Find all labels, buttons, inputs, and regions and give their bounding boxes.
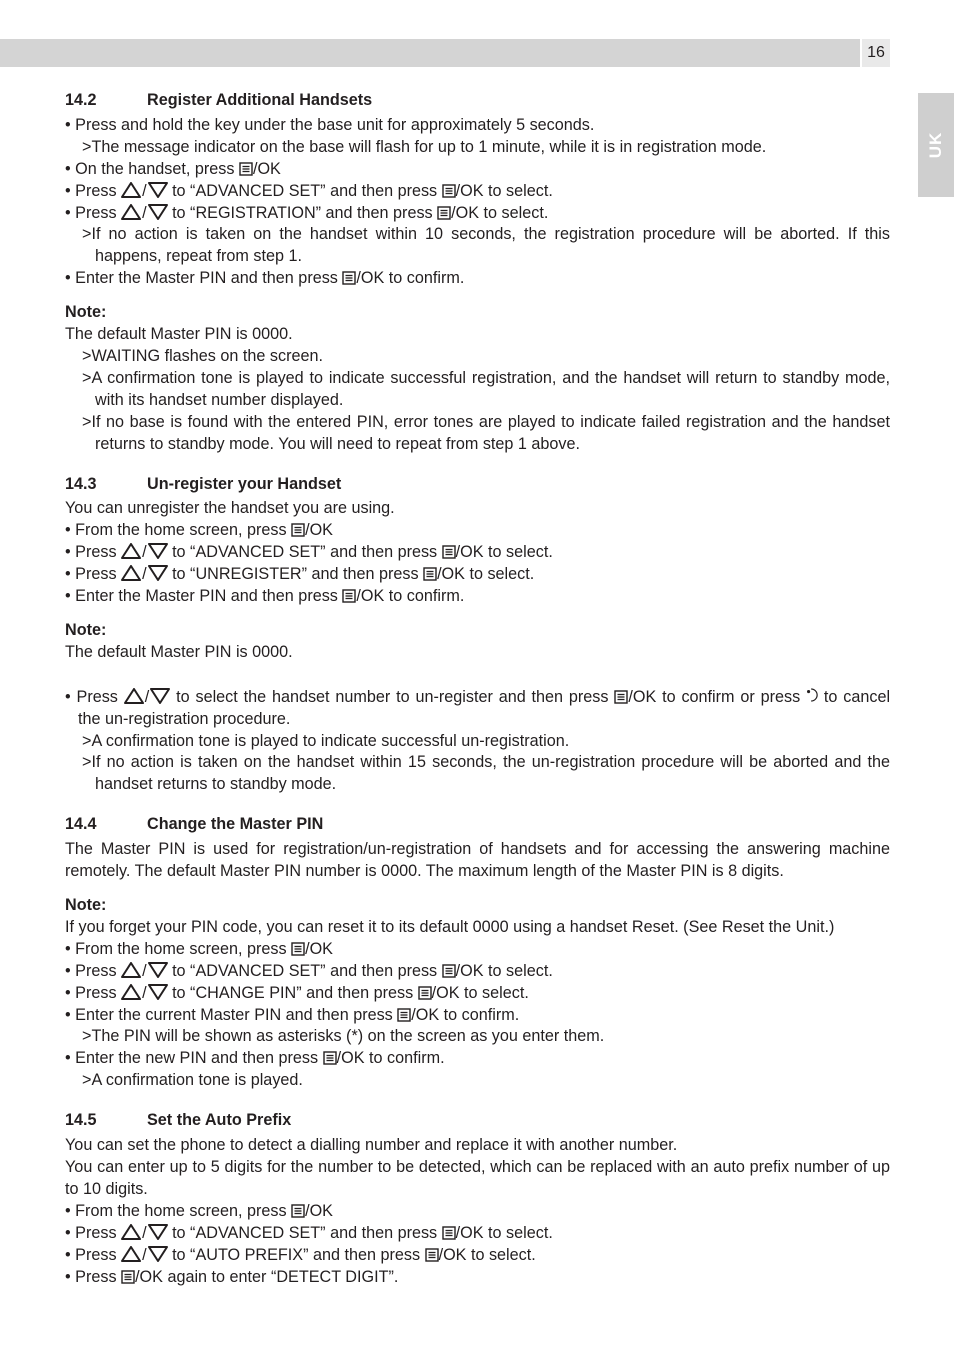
menu-icon — [423, 567, 437, 581]
up-arrow-icon — [121, 543, 141, 559]
note-heading: Note: — [65, 896, 107, 914]
ok-label: /OK — [628, 687, 657, 706]
result-text: >The PIN will be shown as asterisks (*) on the screen as you enter them. — [82, 1027, 605, 1046]
step-tail: to confirm. — [364, 1049, 445, 1068]
step-tail: to confirm. — [384, 587, 465, 606]
ok-label: /OK — [305, 521, 333, 540]
language-tab — [918, 93, 954, 197]
language-tab-label: UK — [926, 131, 945, 159]
step-item: • Press / to “AUTO PREFIX” and then press /OK to select. — [65, 1245, 536, 1264]
step-item — [65, 586, 890, 608]
up-arrow-icon — [121, 565, 141, 581]
section-14-2 — [65, 90, 890, 456]
result-text: >If no action is taken on the handset within 10 seconds, the registration procedure will be aborted. If this happens, repeat from step 1. — [82, 225, 890, 266]
ok-label: /OK — [305, 939, 333, 958]
slash-label: / — [142, 181, 147, 200]
intro-text: You can enter up to 5 digits for the number to be detected, which can be replaced with an auto prefix number of up to 10 digits. — [65, 1157, 890, 1198]
result-text: >WAITING flashes on the screen. — [82, 346, 323, 365]
section-number: 14.4 — [65, 815, 97, 834]
slash-label: / — [142, 203, 147, 222]
section-title: Set the Auto Prefix — [147, 1111, 292, 1130]
menu-icon — [291, 523, 305, 537]
note-text: If you forget your PIN code, you can reset it to its default 0000 using a handset Reset. (See Reset the Unit.) — [65, 917, 835, 936]
section-heading — [65, 474, 890, 496]
up-arrow-icon — [121, 182, 141, 198]
section-14-4 — [65, 814, 890, 1092]
up-arrow-icon — [121, 962, 141, 978]
menu-icon — [342, 271, 356, 285]
document-body — [65, 90, 890, 1306]
step-text: again to enter “DETECT DIGIT”. — [167, 1267, 399, 1286]
result-text: >A confirmation tone is played. — [82, 1071, 303, 1090]
ok-label: /OK — [356, 587, 385, 606]
up-arrow-icon — [124, 688, 144, 704]
intro-text: You can set the phone to detect a dialling number and replace it with another number. — [65, 1136, 678, 1155]
step-item: • Press / to “ADVANCED SET” and then press /OK to select. — [65, 1223, 553, 1242]
section-heading — [65, 90, 890, 112]
menu-icon — [323, 1051, 337, 1065]
menu-icon — [614, 690, 628, 704]
step-text: to “REGISTRATION” and then press — [172, 203, 433, 222]
ok-label: /OK — [451, 203, 480, 222]
intro-text: You can unregister the handset you are using. — [65, 499, 395, 518]
step-text: • Enter the Master PIN and then press — [65, 269, 338, 288]
step-item: • Press / to “ADVANCED SET” and then press /OK to select. — [65, 961, 553, 980]
menu-icon — [291, 1204, 305, 1218]
step-tail: to select. — [483, 181, 553, 200]
note-text: The default Master PIN is 0000. — [65, 642, 293, 661]
down-arrow-icon — [148, 204, 168, 220]
down-arrow-icon — [148, 1246, 168, 1262]
press-label: Press — [75, 565, 117, 584]
step-text: • Press and hold the key under the base unit for approximately 5 seconds. — [65, 115, 595, 134]
ok-label: /OK — [455, 181, 484, 200]
down-arrow-icon — [148, 182, 168, 198]
menu-icon — [397, 1008, 411, 1022]
section-number: 14.3 — [65, 474, 97, 493]
step-text: • On the handset, press — [65, 159, 235, 178]
up-arrow-icon — [121, 204, 141, 220]
step-tail: to select. — [483, 543, 553, 562]
press-label: Press — [76, 687, 118, 706]
section-title: Un-register your Handset — [147, 474, 342, 493]
menu-icon — [437, 206, 451, 220]
press-label: Press — [75, 1267, 117, 1286]
press-label: Press — [75, 983, 117, 1002]
press-label: Press — [75, 203, 117, 222]
down-arrow-icon — [148, 1224, 168, 1240]
step-item — [65, 159, 890, 181]
step-tail: to select. — [483, 961, 553, 980]
step-tail: to select. — [464, 565, 535, 584]
step-item: • Press / to “CHANGE PIN” and then press /OK to select. — [65, 983, 529, 1002]
step-text: to “ADVANCED SET” and then press — [172, 1223, 438, 1242]
step-text: • Enter the new PIN and then press — [65, 1049, 319, 1068]
menu-icon — [342, 589, 356, 603]
step-item: • Press / to “REGISTRATION” and then press /OK to select. — [65, 203, 549, 222]
slash-label: / — [142, 1223, 147, 1242]
note-heading: Note: — [65, 303, 107, 322]
section-14-3 — [65, 474, 890, 797]
up-arrow-icon — [121, 1224, 141, 1240]
menu-icon — [239, 162, 253, 176]
ok-label: /OK — [305, 1201, 333, 1220]
step-tail: to select. — [459, 983, 529, 1002]
step-text: to “ADVANCED SET” and then press — [172, 181, 438, 200]
section-number: 14.2 — [65, 91, 97, 109]
step-text: to “ADVANCED SET” and then press — [172, 543, 438, 562]
step-text: to “CHANGE PIN” and then press — [172, 983, 414, 1002]
slash-label: / — [142, 961, 147, 980]
section-14-5 — [65, 1110, 890, 1288]
step-text: to “UNREGISTER” and then press — [172, 565, 419, 584]
step-item — [65, 520, 890, 542]
slash-label: / — [142, 543, 147, 562]
slash-label: / — [142, 1245, 147, 1264]
result-text: >A confirmation tone is played to indicate successful registration, and the handset will return to standby mode, with its handset number displayed. — [82, 368, 890, 409]
step-text: • From the home screen, press — [65, 521, 287, 540]
page-number: 16 — [862, 39, 890, 67]
header-bar — [0, 39, 860, 67]
ok-label: /OK — [438, 1245, 467, 1264]
result-text: >If no action is taken on the handset within 15 seconds, the un-registration procedure will be aborted and the handset returns to standby mode. — [82, 753, 890, 794]
intro-text: The Master PIN is used for registration/un-registration of handsets and for accessing the answering machine remotely. The default Master PIN number is 0000. The maximum length of the Master PIN is 8 digits. — [65, 840, 890, 881]
step-item: • Press / to “ADVANCED SET” and then press /OK to select. — [65, 543, 553, 562]
ok-label: /OK — [431, 983, 460, 1002]
step-text: • Enter the current Master PIN and then press — [65, 1005, 393, 1024]
step-text: • Enter the Master PIN and then press — [65, 587, 338, 606]
ok-label: /OK — [437, 565, 465, 584]
step-tail: to confirm. — [439, 1005, 520, 1024]
up-arrow-icon — [121, 1246, 141, 1262]
down-arrow-icon — [148, 565, 168, 581]
section-heading — [65, 814, 890, 836]
up-arrow-icon — [121, 984, 141, 1000]
press-label: Press — [75, 543, 117, 562]
step-text: to “ADVANCED SET” and then press — [172, 961, 438, 980]
ok-label: /OK — [135, 1267, 163, 1286]
back-end-icon — [806, 686, 818, 704]
step-item: • Press / to select the handset number to un-register and then press /OK to confirm or press to cancel the un-registration procedure. — [65, 687, 891, 728]
result-text: >A confirmation tone is played to indicate successful un-registration. — [82, 731, 570, 750]
step-text: to “AUTO PREFIX” and then press — [172, 1245, 421, 1264]
menu-icon — [418, 986, 432, 1000]
press-label: Press — [75, 1245, 117, 1264]
menu-icon — [425, 1248, 439, 1262]
result-text: >If no base is found with the entered PIN, error tones are played to indicate failed registration and the handset returns to standby mode. You will need to repeat from step 1 above. — [82, 412, 890, 453]
press-label: Press — [75, 1223, 117, 1242]
result-text: >The message indicator on the base will flash for up to 1 minute, while it is in registration mode. — [82, 137, 767, 156]
step-tail: to select. — [479, 203, 549, 222]
menu-icon — [442, 545, 456, 559]
step-text: • From the home screen, press — [65, 1201, 287, 1220]
slash-label: / — [144, 687, 150, 706]
step-text: to select the handset number to un-register and then press — [176, 687, 609, 706]
step-item — [65, 1048, 890, 1070]
step-item: • Press /OK again to enter “DETECT DIGIT”. — [65, 1267, 399, 1286]
step-text: to cancel the un-registration procedure. — [78, 687, 891, 728]
step-item — [65, 268, 890, 290]
step-tail: to select. — [466, 1245, 536, 1264]
press-label: Press — [75, 181, 117, 200]
menu-icon — [121, 1270, 135, 1284]
step-tail: to select. — [483, 1223, 553, 1242]
step-tail: to confirm. — [384, 269, 465, 288]
down-arrow-icon — [148, 984, 168, 1000]
blank-line — [65, 664, 890, 686]
menu-icon — [442, 964, 456, 978]
ok-label: /OK — [252, 159, 281, 178]
down-arrow-icon — [148, 543, 168, 559]
slash-label: / — [142, 565, 147, 584]
ok-label: /OK — [455, 961, 484, 980]
step-item: • Press / to “ADVANCED SET” and then press /OK to select. — [65, 181, 553, 200]
down-arrow-icon — [150, 688, 170, 704]
menu-icon — [442, 1226, 456, 1240]
step-text: • From the home screen, press — [65, 939, 287, 958]
note-heading: Note: — [65, 620, 107, 639]
note-text: The default Master PIN is 0000. — [65, 325, 293, 344]
ok-label: /OK — [336, 1049, 365, 1068]
menu-icon — [442, 184, 456, 198]
step-item — [65, 939, 890, 961]
menu-icon — [291, 942, 305, 956]
section-heading — [65, 1110, 890, 1132]
section-title: Change the Master PIN — [147, 815, 324, 834]
section-number: 14.5 — [65, 1111, 97, 1130]
step-item — [65, 1201, 890, 1223]
ok-label: /OK — [411, 1005, 440, 1024]
step-item — [65, 1005, 890, 1027]
ok-label: /OK — [356, 269, 385, 288]
step-text: to confirm or press — [662, 687, 801, 706]
section-title: Register Additional Handsets — [147, 91, 373, 109]
down-arrow-icon — [148, 962, 168, 978]
slash-label: / — [142, 983, 147, 1002]
press-label: Press — [75, 961, 117, 980]
step-item: • Press / to “UNREGISTER” and then press /OK to select. — [65, 565, 535, 584]
ok-label: /OK — [455, 543, 484, 562]
ok-label: /OK — [455, 1223, 484, 1242]
